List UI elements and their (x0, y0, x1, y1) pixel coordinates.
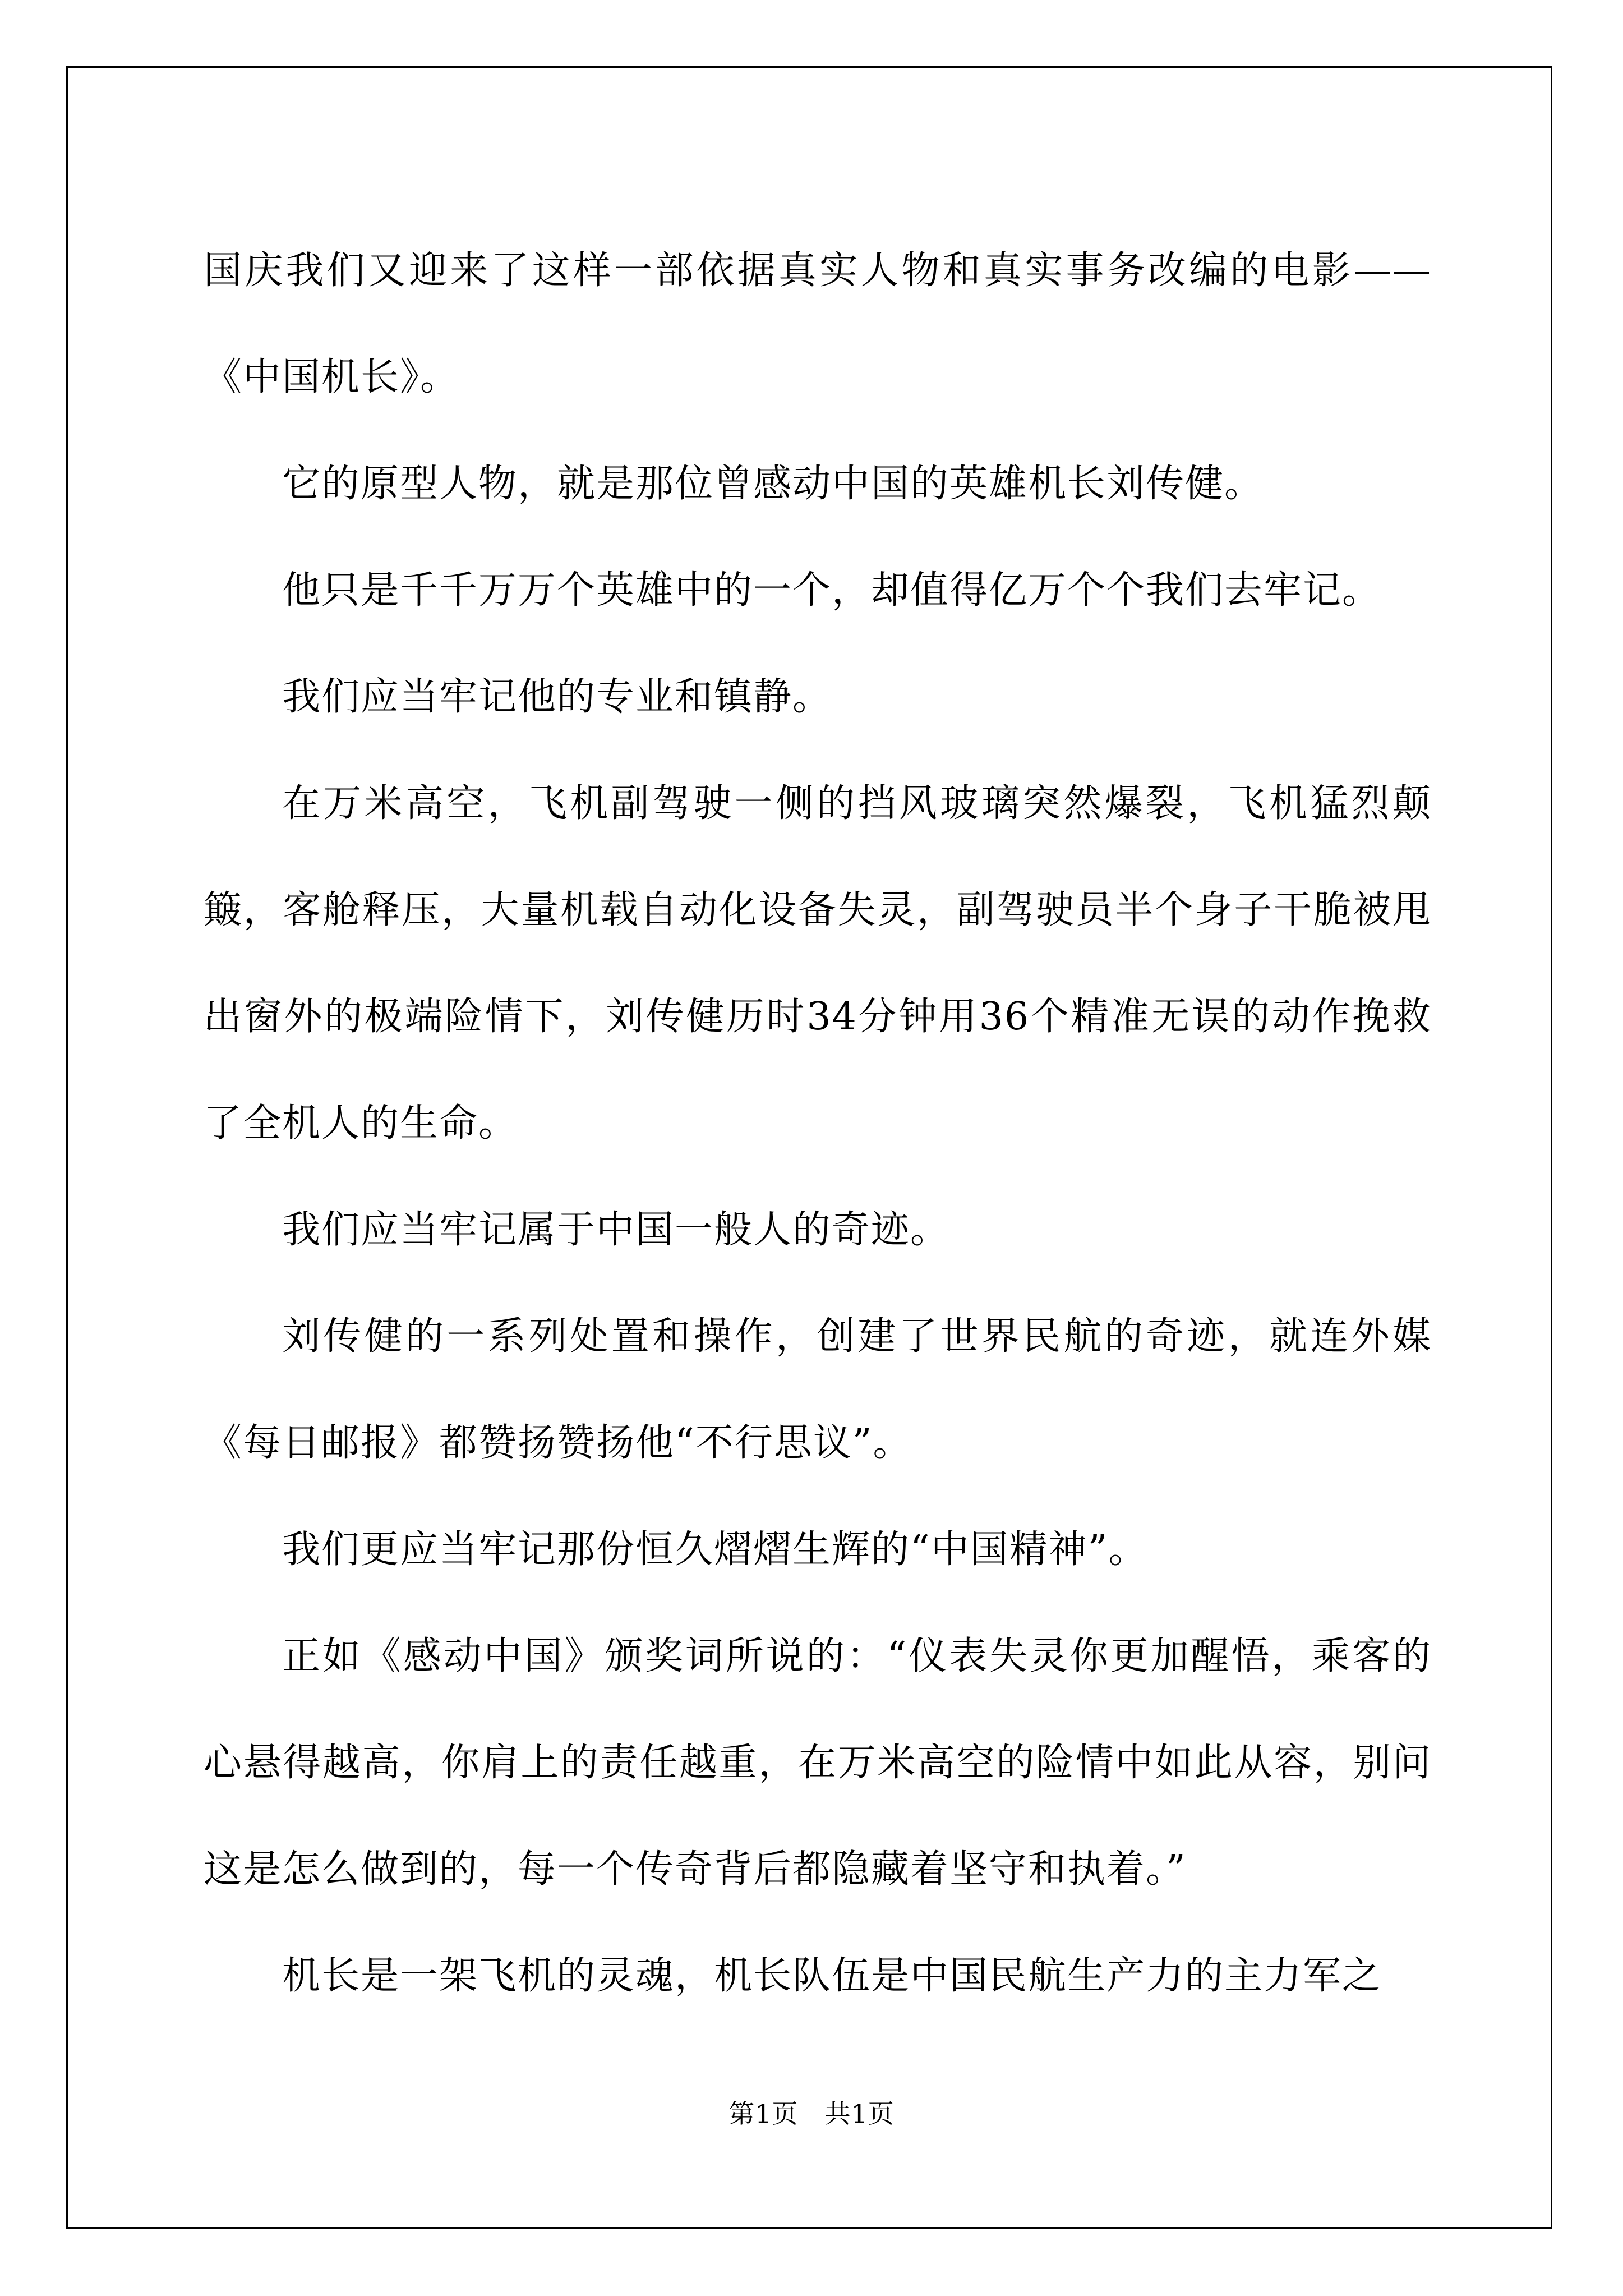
paragraph: 国庆我们又迎来了这样一部依据真实人物和真实事务改编的电影——《中国机长》。 (204, 249, 1432, 399)
document-body (204, 218, 1432, 2030)
paragraph: 他只是千千万万个英雄中的一个，却值得亿万个个我们去牢记。 (282, 568, 1382, 613)
paragraph: 机长是一架飞机的灵魂，机长队伍是中国民航生产力的主力军之 (282, 1954, 1382, 1998)
page-footer: 第1页 共1页 (728, 2099, 895, 2129)
paragraph: 在万米高空，飞机副驾驶一侧的挡风玻璃突然爆裂，飞机猛烈颠簸，客舱释压，大量机载自动化设备失灵，副驾驶员半个身子干脆被甩出窗外的极端险情下，刘传健历时34分钟用36个精准无误的动作挽救了全机人的生命。 (204, 781, 1432, 1145)
paragraph: 它的原型人物，就是那位曾感动中国的英雄机长刘传健。 (282, 462, 1264, 506)
paragraph: 我们应当牢记他的专业和镇静。 (282, 675, 832, 719)
paragraph: 我们应当牢记属于中国一般人的奇迹。 (282, 1208, 950, 1252)
paragraph: 刘传健的一系列处置和操作，创建了世界民航的奇迹，就连外媒《每日邮报》都赞扬赞扬他“不行思议”。 (204, 1314, 1432, 1465)
paragraph: 正如《感动中国》颁奖词所说的：“仪表失灵你更加醒悟，乘客的心悬得越高，你肩上的责任越重，在万米高空的险情中如此从容，别问这是怎么做到的，每一个传奇背后都隐藏着坚守和执着。” (204, 1634, 1432, 1892)
paragraph: 我们更应当牢记那份恒久熠熠生辉的“中国精神”。 (282, 1527, 1148, 1572)
